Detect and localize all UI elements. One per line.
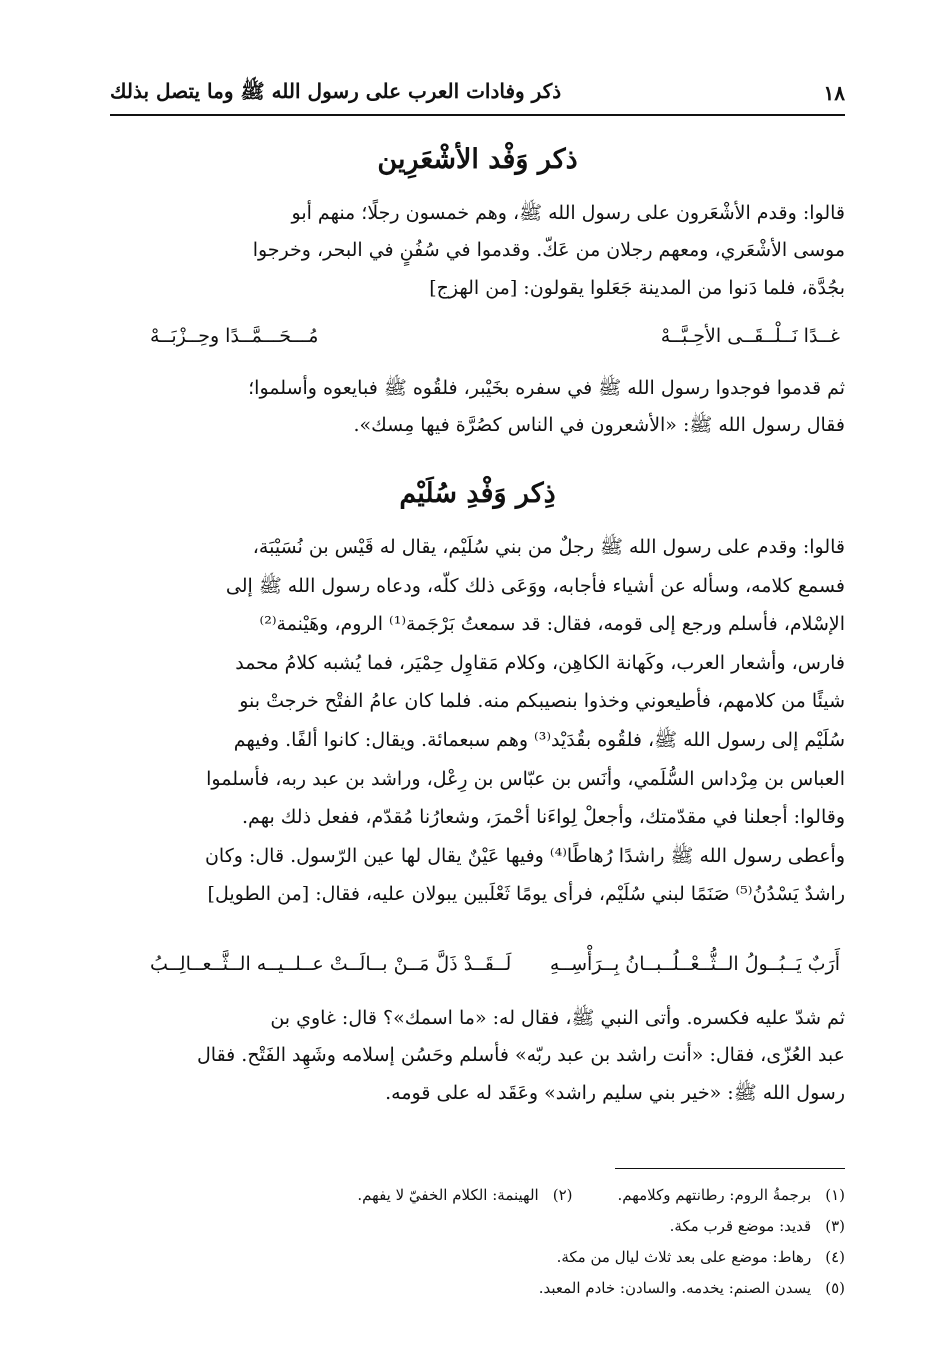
footnote-row [110, 1180, 845, 1211]
running-title: ذكر وفادات العرب على رسول الله ﷺ وما يتصل بذلك [110, 78, 562, 103]
footnote-text: رهاط: موضع على بعد ثلاث ليال من مكة. [556, 1248, 812, 1266]
header-rule [110, 114, 845, 116]
paragraph-rashid-conversion [110, 1000, 845, 1112]
text-line: سُلَيْم إلى رسول الله ﷺ، فلقُوه بقُدَيْد⁽³⁾ وهم سبعمائة. ويقال: كانوا ألفًا. وفيهم [233, 728, 845, 751]
footnote-2 [357, 1180, 572, 1211]
footnote-1 [617, 1180, 845, 1211]
footnote-number: (٤) [825, 1248, 845, 1266]
footnote-text: برجمةُ الروم: رطانتهم وكلامهم. [617, 1186, 812, 1204]
text-line: وأعطى رسول الله ﷺ راشدًا رُهاطًا⁽⁴⁾ وفيها عَيْنٌ يقال لها عين الرّسول. قال: وكان [204, 844, 845, 867]
verse-hemistich-left: لَــقَــدْ ذَلَّ مَــنْ بــالَــتْ عــلــيــه الــثَّــعــالِــبُ [150, 953, 512, 975]
page-number: ١٨ [823, 81, 845, 105]
text-line: فارس، وأشعار العرب، وكَهانة الكاهِن، وكلام مَقاوِل حِمْيَر، فما يُشبه كلامُ محمد [235, 651, 845, 674]
verse-hemistich-left: مُـــحَـــمَّــدًا وحِــزْبَــهْ [150, 325, 319, 347]
footnote-5 [110, 1273, 845, 1304]
footnote-number: (٥) [825, 1279, 845, 1297]
text-line: ثم شدّ عليه فكسره. وأتى النبي ﷺ، فقال له: «ما اسمك»؟ قال: غاوي بن [270, 1007, 845, 1029]
text-line: موسى الأشْعَري، ومعهم رجلان من عَكّ. وقدموا في سُفُنٍ في البحر، وخرجوا [252, 239, 845, 262]
text-line: شيئًا من كلامهم، فأطيعوني وخذوا بنصيبكم منه. فلما كان عامُ الفتْح خرجتْ بنو [239, 690, 845, 713]
text-line: وقالوا: أجعلنا في مقدّمتك، وأجعلْ لِواءَنا أحْمرَ، وشعارُنا مُقدّم، ففعل ذلك بهم. [242, 806, 845, 829]
text-line: ثم قدموا فوجدوا رسول الله ﷺ في سفره بخَيْبر، فلقُوه ﷺ فبايعوه وأسلموا؛ [248, 377, 845, 399]
paragraph-ashariyin-khaybar [110, 370, 845, 445]
footnote-text: الهينمة: الكلام الخفيّ لا يفهم. [357, 1186, 539, 1204]
text-line: فسمع كلامه، وسأله عن أشياء فأجابه، ووَعَى ذلك كلّه، ودعاه رسول الله ﷺ إلى [225, 574, 845, 597]
footnote-rule [615, 1168, 845, 1169]
poem-verse-1 [150, 318, 840, 354]
text-line: بجُدَّة، فلما دَنوا من المدينة جَعَلوا يقولون: [من الهزج] [429, 276, 845, 299]
section-title-sulaym: ذِكر وَفْدِ سُلَيْم [399, 478, 556, 509]
verse-hemistich-right: أَرَبٌ يَــبُــولُ الــثُّــعْــلُــبــانُ بِــرَأْسِــهِ [549, 953, 840, 975]
text-line: راشدٌ يَسْدُنُ⁽⁵⁾ صَنَمًا لبني سُلَيْم، فرأى يومًا ثَعْلَبين يبولان عليه، فقال: [من الطويل] [207, 883, 845, 906]
poem-verse-2 [150, 946, 840, 982]
footnote-3 [110, 1211, 845, 1242]
footnote-text: يسدن الصنم: يخدمه. والسادن: خادم المعبد. [538, 1279, 812, 1297]
text-line: رسول الله ﷺ: «خير بني سليم راشد» وعَقَد له على قومه. [385, 1081, 845, 1104]
text-line: قالوا: وقدم على رسول الله ﷺ رجلٌ من بني سُلَيْم، يقال له قَيْس بن نُسَيْبَة، [252, 536, 845, 558]
text-line: العباس بن مِرْداس السُّلَمي، وأنَس بن عبّاس بن رِعْل، وراشد بن عبد ربه، فأسلموا [206, 767, 845, 790]
text-line: الإسْلام، فأسلم ورجع إلى قومه، فقال: قد سمعتُ بَرْجَمة⁽¹⁾ الروم، وهَيْنمة⁽²⁾ [259, 613, 845, 636]
footnotes [110, 1180, 845, 1304]
footnote-number: (١) [825, 1186, 845, 1204]
text-line: قالوا: وقدم الأشْعَرون على رسول الله ﷺ، وهم خمسون رجلًا؛ منهم أبو [291, 202, 845, 224]
footnote-text: قديد: موضع قرب مكة. [669, 1217, 812, 1235]
verse-hemistich-right: غــدًا نَــلْــقَــى الأحِـبَّــهْ [660, 325, 840, 347]
footnote-4 [110, 1242, 845, 1273]
text-line: فقال رسول الله ﷺ: «الأشعرون في الناس كصُرَّة فيها مِسك». [353, 414, 845, 437]
text-line: عبد العُزّى، فقال: «أنت راشد بن عبد ربّه» فأسلم وحَسُن إسلامه وشَهِد الفَتْح. فقال [196, 1044, 845, 1067]
footnote-number: (٢) [552, 1186, 573, 1204]
paragraph-ashariyin-arrival [110, 195, 845, 307]
footnote-number: (٣) [825, 1217, 845, 1235]
paragraph-sulaym-delegation [110, 528, 845, 914]
page-header [110, 76, 845, 110]
section-title-ashariyin: ذكر وَفْد الأشْعَرِين [377, 144, 578, 175]
